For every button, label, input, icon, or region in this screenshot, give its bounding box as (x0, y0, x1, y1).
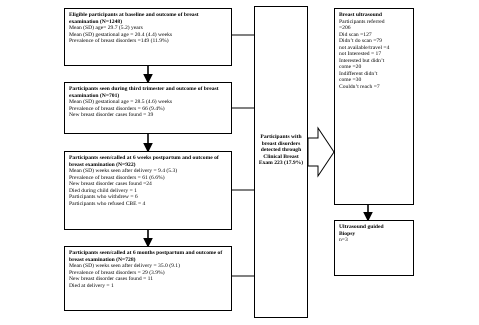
six-months-line: Died at delivery = 1 (69, 282, 114, 289)
ultrasound-line: =206 (339, 25, 351, 31)
baseline-line: Prevalence of breast disorders =149 (11.9%) (69, 38, 169, 44)
six-months-box (64, 246, 232, 311)
ultrasound-title: Breast ultrasound (339, 12, 382, 18)
six-weeks-line: Participants who withdrew = 6 (69, 194, 138, 200)
ultrasound-line: not available/travel =4 (339, 44, 390, 51)
six-months-line: Prevalence of breast disorders = 29 (3.9%) (69, 269, 165, 276)
biopsy-box (334, 220, 414, 276)
biopsy-line: n=3 (339, 237, 348, 243)
biopsy-title: Ultrasound guided (339, 224, 384, 230)
ultrasound-line: not Interested = 17 (339, 51, 382, 57)
six-weeks-box (64, 151, 232, 230)
ultrasound-line: Indifferent didn’t (339, 70, 378, 77)
arrow-to-ultrasound (308, 128, 334, 176)
baseline-title: Eligible participants at baseline and outcome of breast examination (N=1248) (69, 12, 199, 25)
six-weeks-title: Participants seen/called at 6 weeks postpartum and outcome of breast examination (N=922) (69, 155, 219, 168)
ultrasound-line: Couldn’t reach =7 (339, 83, 380, 90)
six-weeks-line: New breast disorder cases found =24 (69, 181, 152, 187)
ultrasound-line: come =30 (339, 77, 362, 83)
baseline-line: Mean (SD) gestational age = 20.4 (4.4) weeks (69, 31, 173, 38)
ultrasound-line: Participants referred (339, 18, 385, 25)
six-months-title: Participants seen/called at 6 months postpartum and outcome of breast examination (N=728) (69, 250, 223, 263)
third-trimester-box (64, 82, 232, 134)
six-months-line: Mean (SD) weeks seen after delivery = 35.0 (9.1) (69, 263, 180, 269)
baseline-line: Mean (SD) age= 29.7 (5.2) years (69, 25, 143, 31)
ultrasound-box (334, 8, 414, 205)
ultrasound-line: Didn’t do scan =79 (339, 38, 382, 44)
third-trimester-line: New breast disorder cases found = 39 (69, 112, 154, 118)
six-weeks-line: Mean (SD) weeks seen after delivery = 9.4 (5.3) (69, 168, 178, 174)
biopsy-line: Biopsy (339, 230, 356, 237)
six-months-line: New breast disorder cases found = 11 (69, 276, 154, 282)
six-weeks-line: Prevalence of breast disorders = 61 (6.6%) (69, 174, 165, 181)
ultrasound-line: Did scan =127 (339, 31, 372, 38)
six-weeks-line: Participants who refused CBE = 4 (69, 200, 146, 207)
third-trimester-line: Prevalence of breast disorders = 66 (9.4%) (69, 105, 165, 112)
third-trimester-line: Mean (SD) gestational age = 28.5 (4.6) weeks (69, 99, 173, 105)
collector-label: Participants with breast disorders detected through Clinical Breast Exam 223 (17.9%) (258, 134, 304, 167)
six-weeks-line: Died during child delivery = 1 (69, 187, 137, 194)
third-trimester-title: Participants seen during third trimester and outcome of breast examination (N=701) (69, 86, 219, 99)
ultrasound-line: come =20 (339, 64, 362, 70)
baseline-box (64, 8, 232, 66)
ultrasound-line: Interested but didn’t (339, 57, 385, 64)
